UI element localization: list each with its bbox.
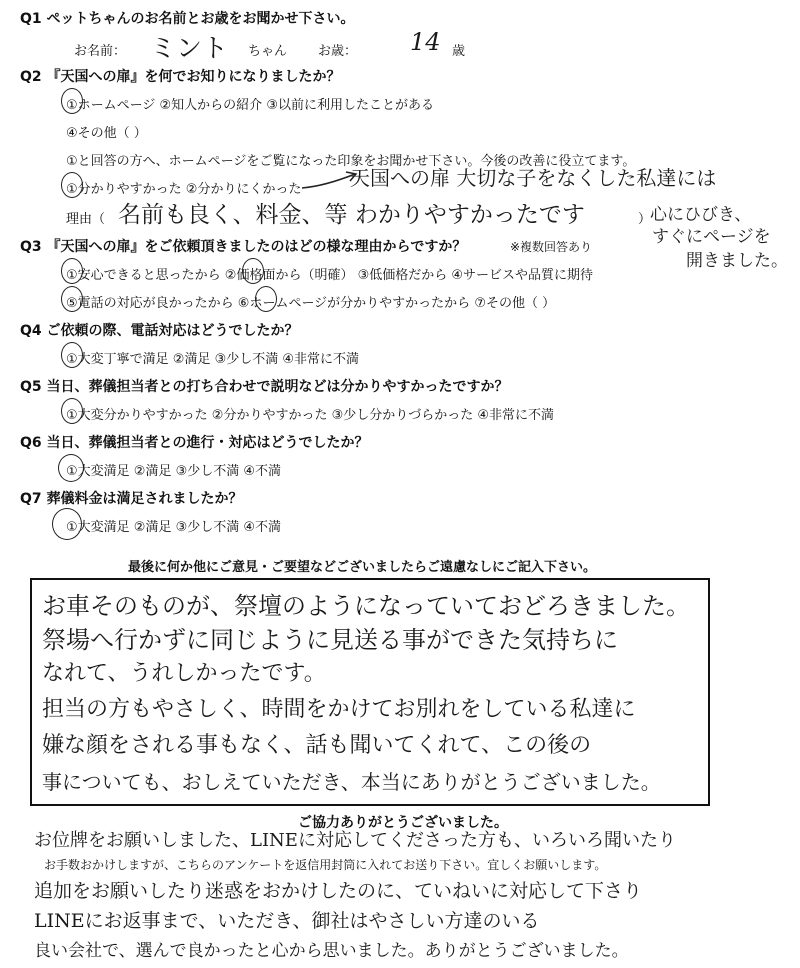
q1-name-label: お名前： (74, 44, 127, 59)
q4-circle (61, 342, 83, 368)
q2-options-line1: ①ホームページ ②知人からの紹介 ③以前に利用したことがある (66, 98, 434, 113)
q7-options: ①大変満足 ②満足 ③少し不満 ④不満 (66, 520, 282, 535)
final-prompt: 最後に何か他にご意見・ご要望などございましたらご遠慮なしにご記入下さい。 (128, 560, 597, 575)
q1-age-value: 14 (410, 28, 441, 56)
q3-line1: ①安心できると思ったから ②価格面から（明確） ③低価格だから ④サービスや品質に期待 (66, 268, 594, 283)
q4-title: Q4 ご依頼の際、電話対応はどうでしたか？ (20, 323, 299, 339)
comment-line-6: 事についても、おしえていただき、本当にありがとうございました。 (42, 770, 661, 794)
comment-line-5: 嫌な顔をされる事もなく、話も聞いてくれて、この後の (42, 733, 592, 758)
q1-title: Q1 ペットちゃんのお名前とお歳をお聞かせ下さい。 (20, 11, 355, 27)
q2-impression-options: ①分かりやすかった ②分かりにくかった (66, 182, 302, 197)
q7-title: Q7 葬儀料金は満足されましたか？ (20, 491, 243, 507)
q1-name-value: ミント (150, 34, 229, 64)
footer-hw-line-1: お位牌をお願いしました、LINEに対応してくださった方も、いろいろ聞いたり (34, 830, 676, 851)
q4-options: ①大変丁寧で満足 ②満足 ③少し不満 ④非常に不満 (66, 352, 360, 367)
q2-reason-label: 理由（ (66, 212, 106, 227)
comment-line-3: なれて、うれしかったです。 (42, 661, 326, 686)
footer-hw-line-2: 追加をお願いしたり迷惑をおかけしたのに、ていねいに対応して下さり (34, 880, 643, 902)
q5-circle (61, 398, 83, 424)
q1-chan: ちゃん (248, 44, 288, 59)
q2-hw-note-right1: 心にひびき、 (650, 205, 752, 225)
q5-title: Q5 当日、葬儀担当者との打ち合わせで説明などは分かりやすかったですか？ (20, 379, 509, 395)
footer-hw-line-4: 良い会社で、選んで良かったと心から思いました。ありがとうございました。 (34, 941, 629, 961)
q2-answer-circle (61, 88, 83, 114)
q5-options: ①大変分かりやすかった ②分かりやすかった ③少し分かりづらかった ④非常に不満 (66, 408, 555, 423)
q3-circle-5 (61, 286, 83, 312)
q3-circle-2 (242, 258, 264, 284)
q6-title: Q6 当日、葬儀担当者との進行・対応はどうでしたか？ (20, 435, 369, 451)
q2-hw-note-right2: すぐにページを (652, 227, 771, 247)
q2-follow-up: ①と回答の方へ、ホームページをご覧になった印象をお聞かせ下さい。今後の改善に役立てます。 (66, 154, 636, 169)
footer-hw-line-3: LINEにお返事まで、いただき、御社はやさしい方達のいる (34, 910, 540, 932)
q2-impression-circle (61, 172, 83, 198)
q3-note: ※複数回答あり (510, 240, 593, 254)
q3-circle-1 (61, 258, 83, 284)
q2-hw-note-top: 天国への扉 大切な子をなくした私達には (350, 166, 717, 190)
footer-instruction: お手数おかけしますが、こちらのアンケートを返信用封筒に入れてお送り下さい。宜しくお願いします。 (44, 858, 607, 872)
q2-hw-reason: 名前も良く、料金、等 わかりやすかったです (118, 202, 585, 228)
q3-title: Q3 『天国への扉』をご依頼頂きましたのはどの様な理由からですか？ (20, 239, 467, 255)
q3-circle-6 (255, 286, 277, 312)
footer-thanks: ご協力ありがとうございました。 (298, 815, 508, 831)
comment-line-1: お車そのものが、祭壇のようになっていておどろきました。 (42, 592, 690, 620)
q1-age-label: お歳： (318, 44, 358, 59)
q2-reason-close: ） (638, 212, 652, 227)
q2-options-line2: ④その他（ ） (66, 126, 147, 141)
q1-age-unit: 歳 (452, 44, 466, 59)
q2-hw-note-right3: 開きました。 (686, 251, 788, 271)
q3-line2: ⑤電話の対応が良かったから ⑥ホームページが分かりやすかったから ⑦その他（ ） (66, 296, 556, 311)
q6-options: ①大変満足 ②満足 ③少し不満 ④不満 (66, 464, 282, 479)
comment-box (30, 578, 710, 806)
arrow-icon (300, 168, 360, 192)
q2-title: Q2 『天国への扉』を何でお知りになりましたか？ (20, 69, 341, 85)
comment-line-4: 担当の方もやさしく、時間をかけてお別れをしている私達に (42, 697, 636, 722)
comment-line-2: 祭場へ行かずに同じように見送る事ができた気持ちに (42, 626, 618, 654)
q6-circle (58, 454, 84, 482)
q7-circle (52, 508, 82, 540)
